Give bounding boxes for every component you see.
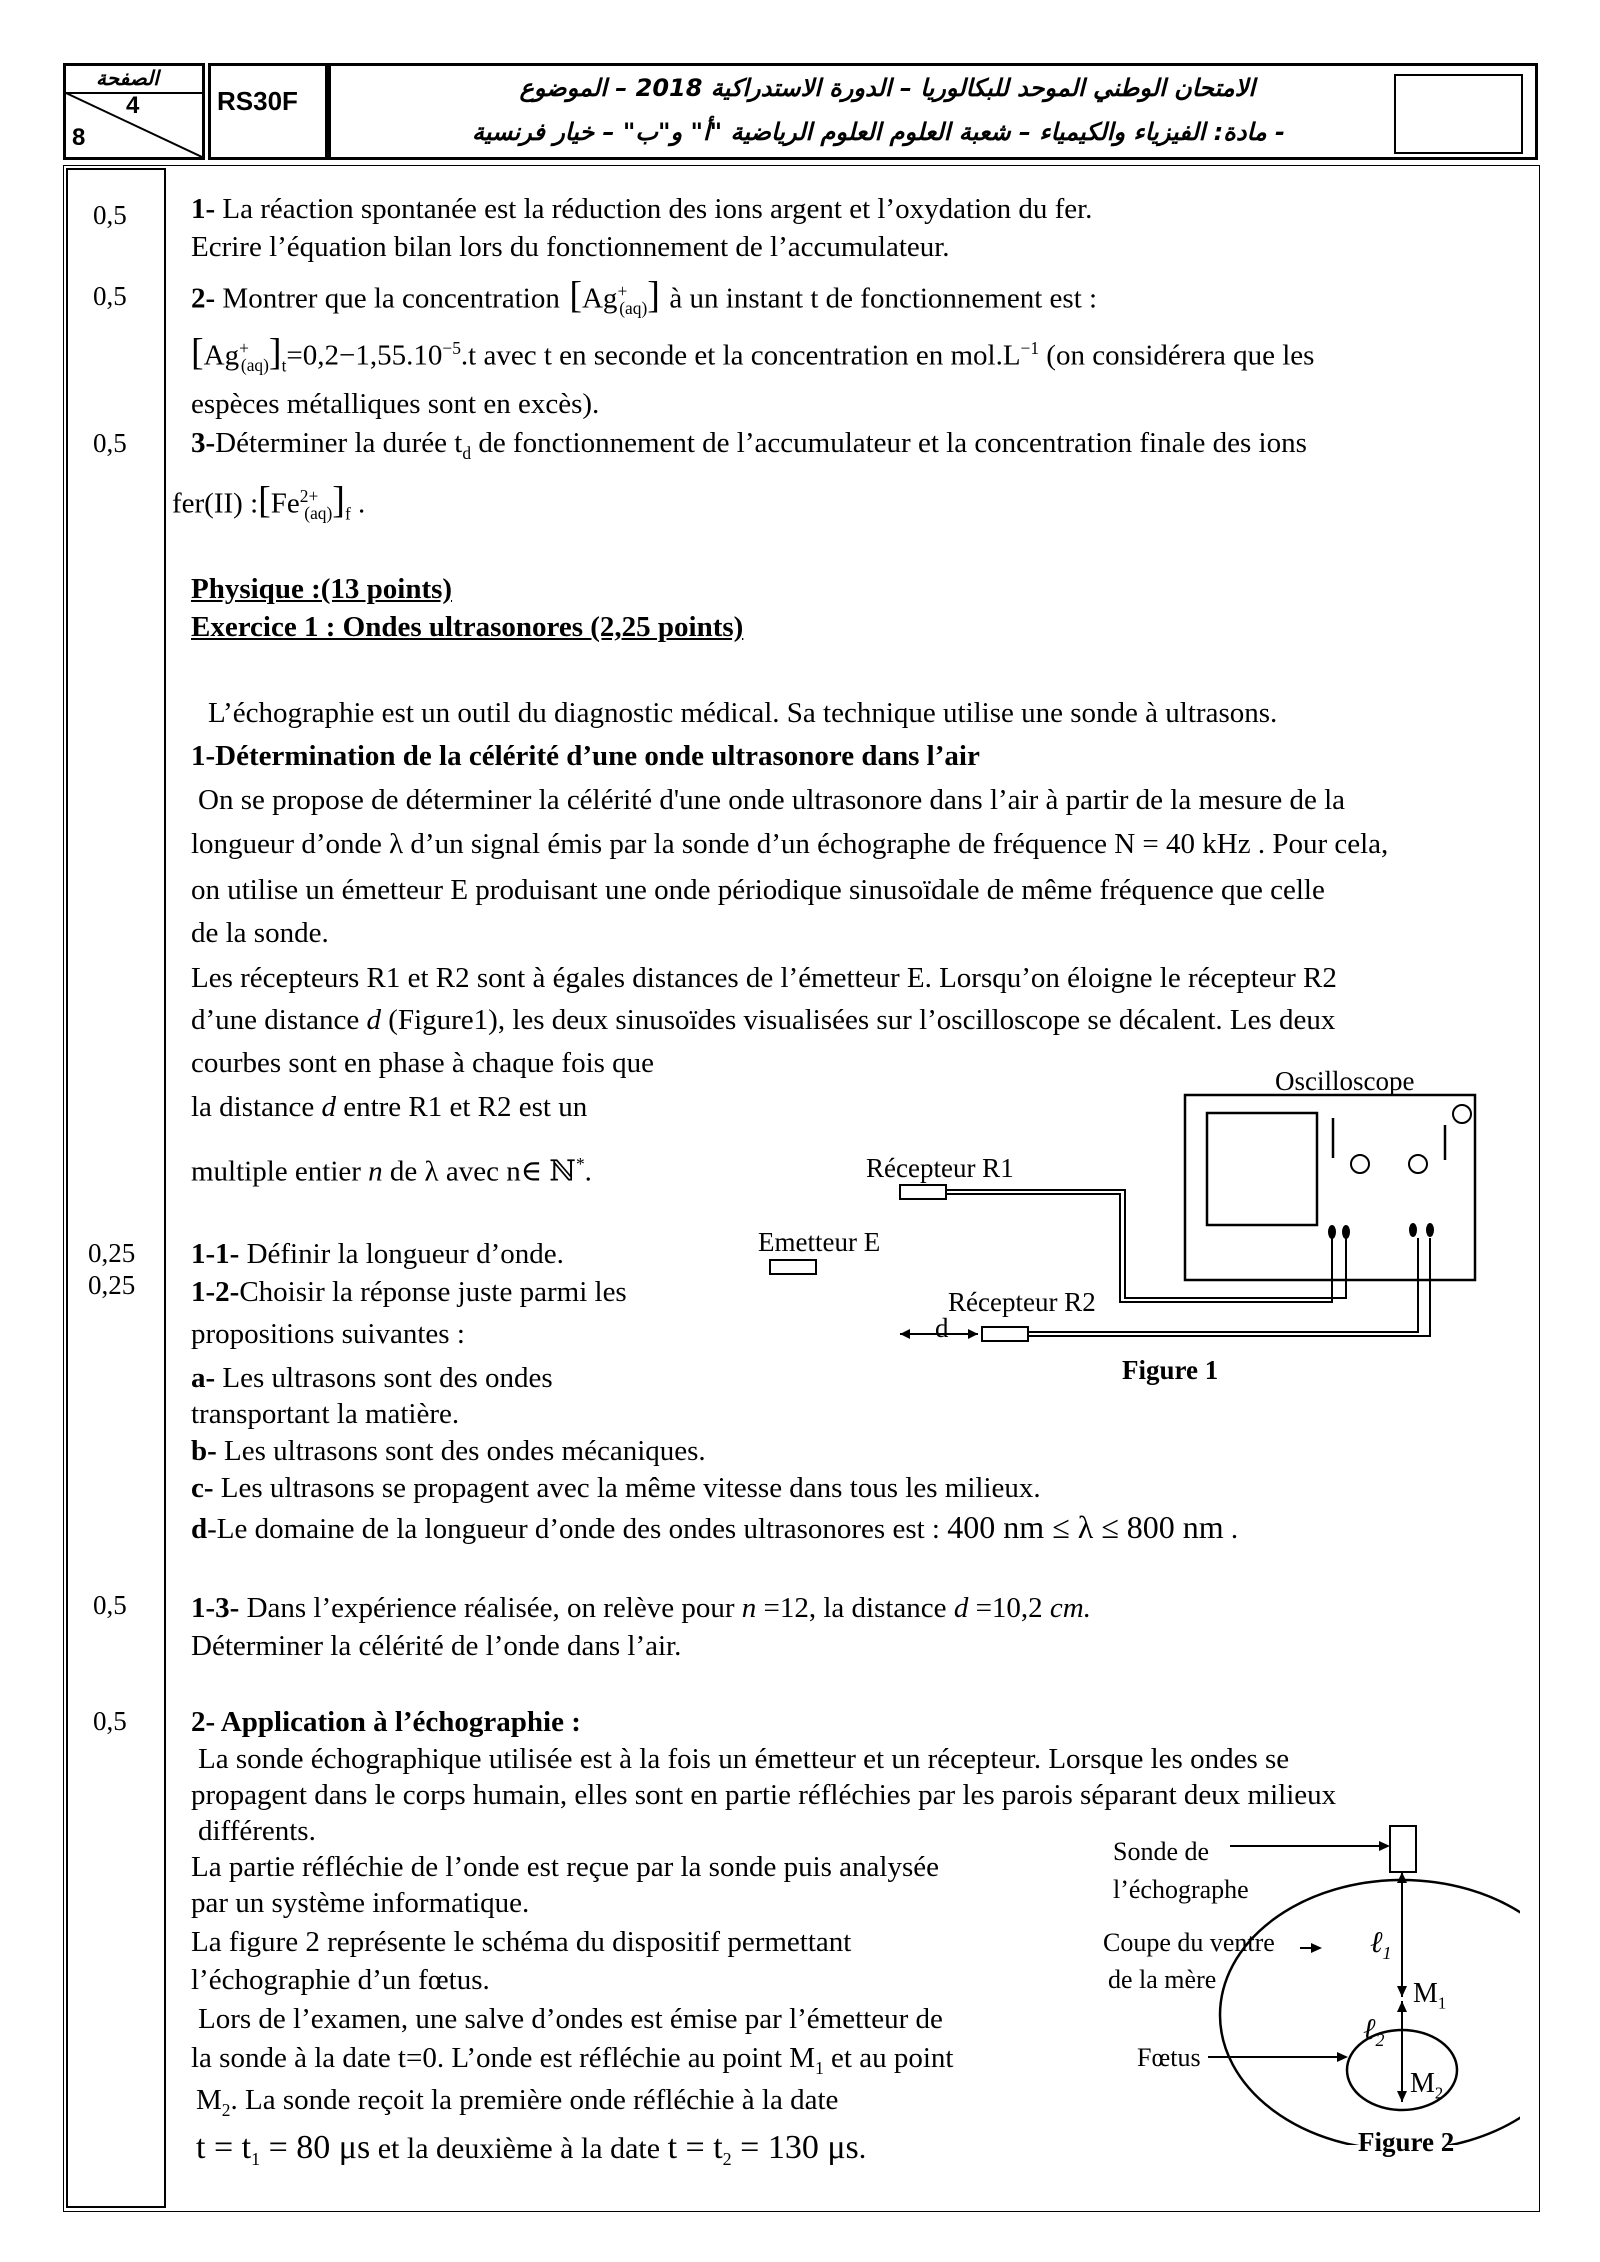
- question-1-2-line2: propositions suivantes :: [191, 1318, 465, 1350]
- section2-line10: $M_2$. La sonde reçoit la première onde réfléchie à la date: [196, 2084, 839, 2120]
- section1-line8: la distance d entre R1 et R2 est un: [191, 1091, 588, 1123]
- section1-line5: Les récepteurs R1 et R2 sont à égales distances de l’émetteur E. Lorsqu’on éloigne le récepteur R2: [191, 962, 1337, 994]
- section2-line3: différents.: [198, 1815, 316, 1847]
- figure2-probe-label-2: l’échographe: [1113, 1875, 1249, 1904]
- chem-q3-line1: 3-Déterminer la durée $t_d$ de fonctionnement de l’accumulateur et la concentration finale des ions: [191, 427, 1307, 463]
- section2-line9: la sonde à la date t=0. L’onde est réfléchie au point $M_1$ et au point: [191, 2042, 954, 2078]
- header-page-number: 4: [126, 92, 140, 119]
- points-column-frame: [66, 168, 166, 2208]
- section1-title: 1-Détermination de la célérité d’une onde ultrasonore dans l’air: [191, 740, 980, 772]
- points-q12: 0,25: [88, 1270, 136, 1300]
- points-q13: 0,5: [93, 1590, 127, 1620]
- section1-line9: multiple entier n de λ avec n∈ ℕ*.: [191, 1154, 592, 1188]
- points-q2-app: 0,5: [93, 1706, 127, 1736]
- figure1-receiver-r2-label: Récepteur R2: [948, 1287, 1096, 1317]
- figure2-caption: Figure 2: [1358, 2127, 1455, 2157]
- section2-title: 2- Application à l’échographie :: [191, 1706, 581, 1738]
- section2-line4: La partie réfléchie de l’onde est reçue par la sonde puis analysée: [191, 1851, 939, 1883]
- section1-line1: On se propose de déterminer la célérité d'une onde ultrasonore dans l’air à partir de la mesure de la: [198, 784, 1346, 816]
- figure1-emitter-label: Emetteur E: [758, 1227, 881, 1257]
- question-1-3: 1-3- Dans l’expérience réalisée, on relève pour n =12, la distance d =10,2 cm.: [191, 1592, 1091, 1624]
- option-a-line2: transportant la matière.: [191, 1398, 460, 1430]
- section1-line6: d’une distance d (Figure1), les deux sinusoïdes visualisées sur l’oscilloscope se décalent. Les deux: [191, 1004, 1336, 1036]
- figure1-oscilloscope-label: Oscilloscope: [1275, 1066, 1415, 1096]
- chem-q3-line2: fer(II) $:[Fe^{2+}_{(aq)}]_f$ .: [172, 479, 366, 524]
- points-q1: 0,5: [93, 200, 127, 230]
- figure1-d-label: d: [935, 1313, 949, 1343]
- figure2-section-label-1: Coupe du ventre: [1103, 1928, 1275, 1957]
- header-code-box: [208, 63, 328, 160]
- header-page-box: [63, 63, 205, 160]
- exercise1-intro: L’échographie est un outil du diagnostic médical. Sa technique utilise une sonde à ultrasons.: [208, 697, 1278, 729]
- oscilloscope-screen: [1207, 1113, 1317, 1225]
- header-code: RS30F: [217, 86, 298, 116]
- figure2-l2-label: ℓ$_2$: [1363, 2013, 1385, 2050]
- chem-q1-line2: Ecrire l’équation bilan lors du fonctionnement de l’accumulateur.: [191, 231, 950, 263]
- section1-line7: courbes sont en phase à chaque fois que: [191, 1047, 655, 1079]
- figure1-receiver-r1-label: Récepteur R1: [866, 1153, 1014, 1183]
- receiver-r2: [982, 1327, 1028, 1341]
- oscilloscope-knob-1: [1351, 1155, 1369, 1173]
- header-page-total: 8: [72, 124, 86, 151]
- section1-line3: on utilise un émetteur E produisant une onde périodique sinusoïdale de même fréquence que celle: [191, 874, 1325, 906]
- section1-line4: de la sonde.: [191, 917, 329, 949]
- section2-line11: $t = t_1 = 80$ μs et la deuxième à la date $t = t_2 = 130$ μs.: [196, 2129, 867, 2169]
- section2-line1: La sonde échographique utilisée est à la fois un émetteur et un récepteur. Lorsque les ondes se: [198, 1743, 1290, 1775]
- figure2-section-label-2: de la mère: [1108, 1965, 1217, 1994]
- points-q2: 0,5: [93, 281, 127, 311]
- receiver-r1: [900, 1185, 946, 1199]
- oscilloscope-knob-3: [1453, 1105, 1471, 1123]
- figure2-m2-label: $M_2$: [1410, 2068, 1444, 2103]
- header-title-box: [328, 63, 1538, 160]
- chem-q1-line1: 1- La réaction spontanée est la réduction des ions argent et l’oxydation du fer.: [191, 193, 1093, 225]
- section2-line2: propagent dans le corps humain, elles sont en partie réfléchies par les parois séparant deux milieux: [191, 1779, 1337, 1811]
- emitter-e: [770, 1260, 816, 1274]
- header-title-line2: - مادة: الفيزياء والكيمياء – شعبة العلوم العلوم الرياضية "أ" و"ب" – خيار فرنسية: [471, 118, 1285, 146]
- section1-line2: longueur d’onde λ d’un signal émis par la sonde d’un échographe de fréquence N = 40 kHz . Pour cela,: [191, 828, 1389, 860]
- option-d: d-Le domaine de la longueur d’onde des ondes ultrasonores est : 400 nm ≤ λ ≤ 800 nm .: [191, 1509, 1239, 1545]
- question-1-1: 1-1- Définir la longueur d’onde.: [191, 1238, 564, 1270]
- question-1-2: 1-2-Choisir la réponse juste parmi les: [191, 1276, 627, 1308]
- physics-title: Physique :(13 points): [191, 573, 453, 605]
- section2-line5: par un système informatique.: [191, 1887, 530, 1919]
- section2-line8: Lors de l’examen, une salve d’ondes est émise par l’émetteur de: [198, 2003, 943, 2035]
- chem-q2-equation: $[Ag^+_{(aq)}]_t=0,2-1,55.10^{-5}.t$ avec t en seconde et la concentration en $mol.L^{-1}$ (on considérera que les: [191, 331, 1315, 376]
- option-c: c- Les ultrasons se propagent avec la même vitesse dans tous les milieux.: [191, 1472, 1041, 1504]
- points-q11: 0,25: [88, 1238, 136, 1268]
- section2-line6: La figure 2 représente le schéma du dispositif permettant: [191, 1926, 852, 1958]
- chem-q2-line1: 2- Montrer que la concentration $[Ag^+_{(aq)}]$ à un instant t de fonctionnement est :: [191, 274, 1098, 319]
- option-b: b- Les ultrasons sont des ondes mécaniques.: [191, 1435, 706, 1467]
- header-page-word: الصفحة: [96, 66, 159, 90]
- oscilloscope-knob-2: [1409, 1155, 1427, 1173]
- figure2-l1-label: ℓ$_1$: [1370, 1926, 1392, 1963]
- figure2-m1-label: $M_1$: [1413, 1978, 1447, 2013]
- section2-line7: l’échographie d’un fœtus.: [191, 1964, 490, 1996]
- exercise1-title: Exercice 1 : Ondes ultrasonores (2,25 points): [191, 611, 744, 643]
- option-a: a- Les ultrasons sont des ondes: [191, 1362, 553, 1394]
- question-1-3-line2: Déterminer la célérité de l’onde dans l’air.: [191, 1630, 682, 1662]
- oscilloscope-body: [1185, 1095, 1475, 1280]
- figure1-caption: Figure 1: [1122, 1355, 1219, 1385]
- points-q3: 0,5: [93, 428, 127, 458]
- header-empty-box: [1394, 74, 1523, 154]
- figure2-probe-label-1: Sonde de: [1113, 1837, 1210, 1866]
- header-title-line1: الامتحان الوطني الموحد للبكالوريا – الدورة الاستدراكية 2018 – الموضوع: [519, 74, 1255, 102]
- chem-q2-line3: espèces métalliques sont en excès).: [191, 388, 600, 420]
- figure2-foetus-label: Fœtus: [1137, 2043, 1201, 2072]
- probe: [1390, 1826, 1416, 1872]
